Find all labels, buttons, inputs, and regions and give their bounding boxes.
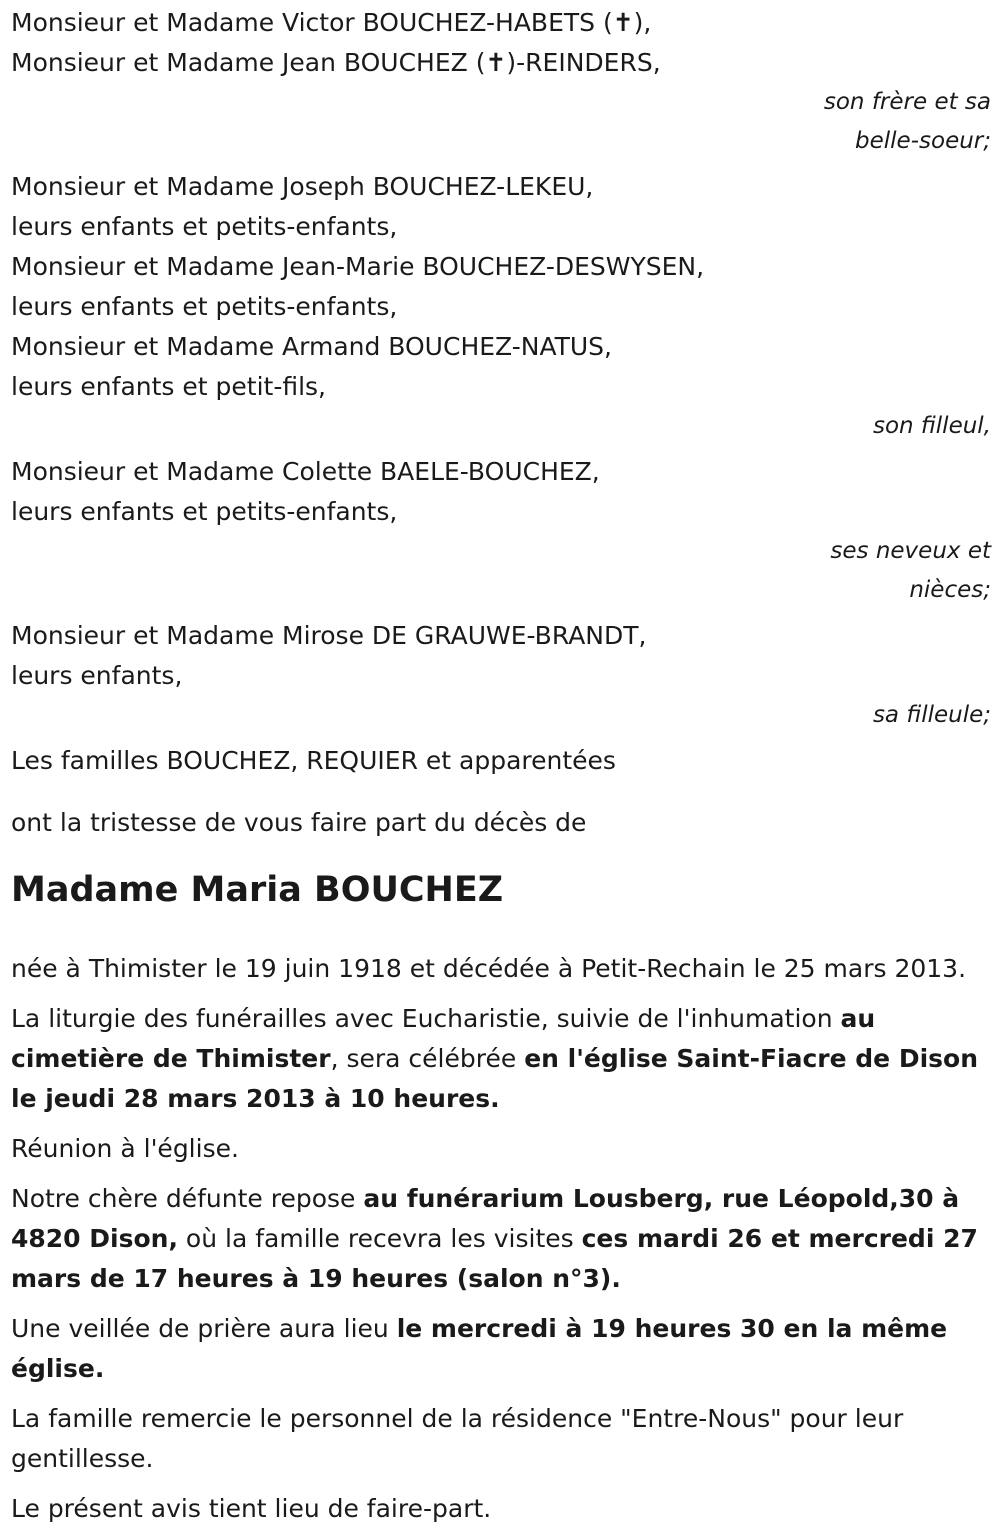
rest-text: Notre chère défunte repose: [11, 1184, 364, 1213]
families-line: Les familles BOUCHEZ, REQUIER et apparentées: [11, 746, 616, 775]
liturgy-text: , sera célébrée: [330, 1044, 525, 1073]
liturgy-text: La liturgie des funérailles avec Eucharistie, suivie de l'inhumation: [11, 1004, 841, 1033]
family-line: Monsieur et Madame Joseph BOUCHEZ-LEKEU,: [11, 172, 594, 201]
family-line: leurs enfants et petits-enfants,: [11, 292, 398, 321]
obituary-notice: [11, 3, 991, 1539]
family-line: Monsieur et Madame Jean-Marie BOUCHEZ-DESWYSEN,: [11, 252, 705, 281]
family-group-nieces: [11, 452, 991, 532]
cemetery-text: au cimetière de Thimister: [11, 1004, 876, 1073]
family-line: Monsieur et Madame Mirose DE GRAUWE-BRANDT,: [11, 621, 647, 650]
relation-line: belle-soeur;: [855, 128, 991, 154]
vigil-datetime: le mercredi à 19 heures 30 en la même église.: [11, 1314, 948, 1383]
family-line: Monsieur et Madame Armand BOUCHEZ-NATUS,: [11, 332, 612, 361]
family-line: leurs enfants et petit-fils,: [11, 372, 327, 401]
family-group-goddaughter: [11, 616, 991, 696]
relation-line: ses neveux et: [830, 538, 991, 564]
birth-death-paragraph: née à Thimister le 19 juin 1918 et décédée à Petit-Rechain le 25 mars 2013.: [11, 954, 967, 983]
visiting-hours: ces mardi 26 et mercredi 27 mars de 17 heures à 19 heures (salon n°3).: [11, 1224, 978, 1293]
rest-text: où la famille recevra les visites: [177, 1224, 582, 1253]
vigil-paragraph: [11, 1309, 991, 1389]
meeting-paragraph: Réunion à l'église.: [11, 1134, 239, 1163]
family-line: Monsieur et Madame Victor BOUCHEZ-HABETS (✝),: [11, 8, 652, 37]
announcement: ont la tristesse de vous faire part du décès de: [11, 808, 587, 837]
relation-line: son frère et sa: [823, 89, 991, 115]
family-line: leurs enfants et petits-enfants,: [11, 497, 398, 526]
relation-label: [11, 83, 991, 161]
vigil-text: Une veillée de prière aura lieu: [11, 1314, 397, 1343]
rest-paragraph: [11, 1179, 991, 1299]
thanks-paragraph: La famille remercie le personnel de la résidence "Entre-Nous" pour leur gentillesse.: [11, 1404, 904, 1473]
family-line: Monsieur et Madame Colette BAELE-BOUCHEZ,: [11, 457, 600, 486]
notice-paragraph: Le présent avis tient lieu de faire-part.: [11, 1494, 492, 1523]
family-line: Monsieur et Madame Jean BOUCHEZ (✝)-REINDERS,: [11, 48, 661, 77]
ceremony-datetime: en l'église Saint-Fiacre de Dison le jeudi 28 mars 2013 à 10 heures.: [11, 1044, 979, 1113]
family-line: leurs enfants,: [11, 661, 183, 690]
funeral-home-address: au funérarium Lousberg, rue Léopold,30 à 4820 Dison,: [11, 1184, 960, 1253]
liturgy-paragraph: [11, 999, 991, 1119]
deceased-name: Madame Maria BOUCHEZ: [11, 870, 504, 910]
relation-label: [11, 532, 991, 610]
family-group-siblings: [11, 3, 991, 83]
family-line: leurs enfants et petits-enfants,: [11, 212, 398, 241]
relation-line: nièces;: [909, 577, 991, 603]
relation-label: son filleul,: [872, 413, 991, 439]
family-group-nephews: [11, 167, 991, 407]
relation-label: sa filleule;: [872, 702, 991, 728]
